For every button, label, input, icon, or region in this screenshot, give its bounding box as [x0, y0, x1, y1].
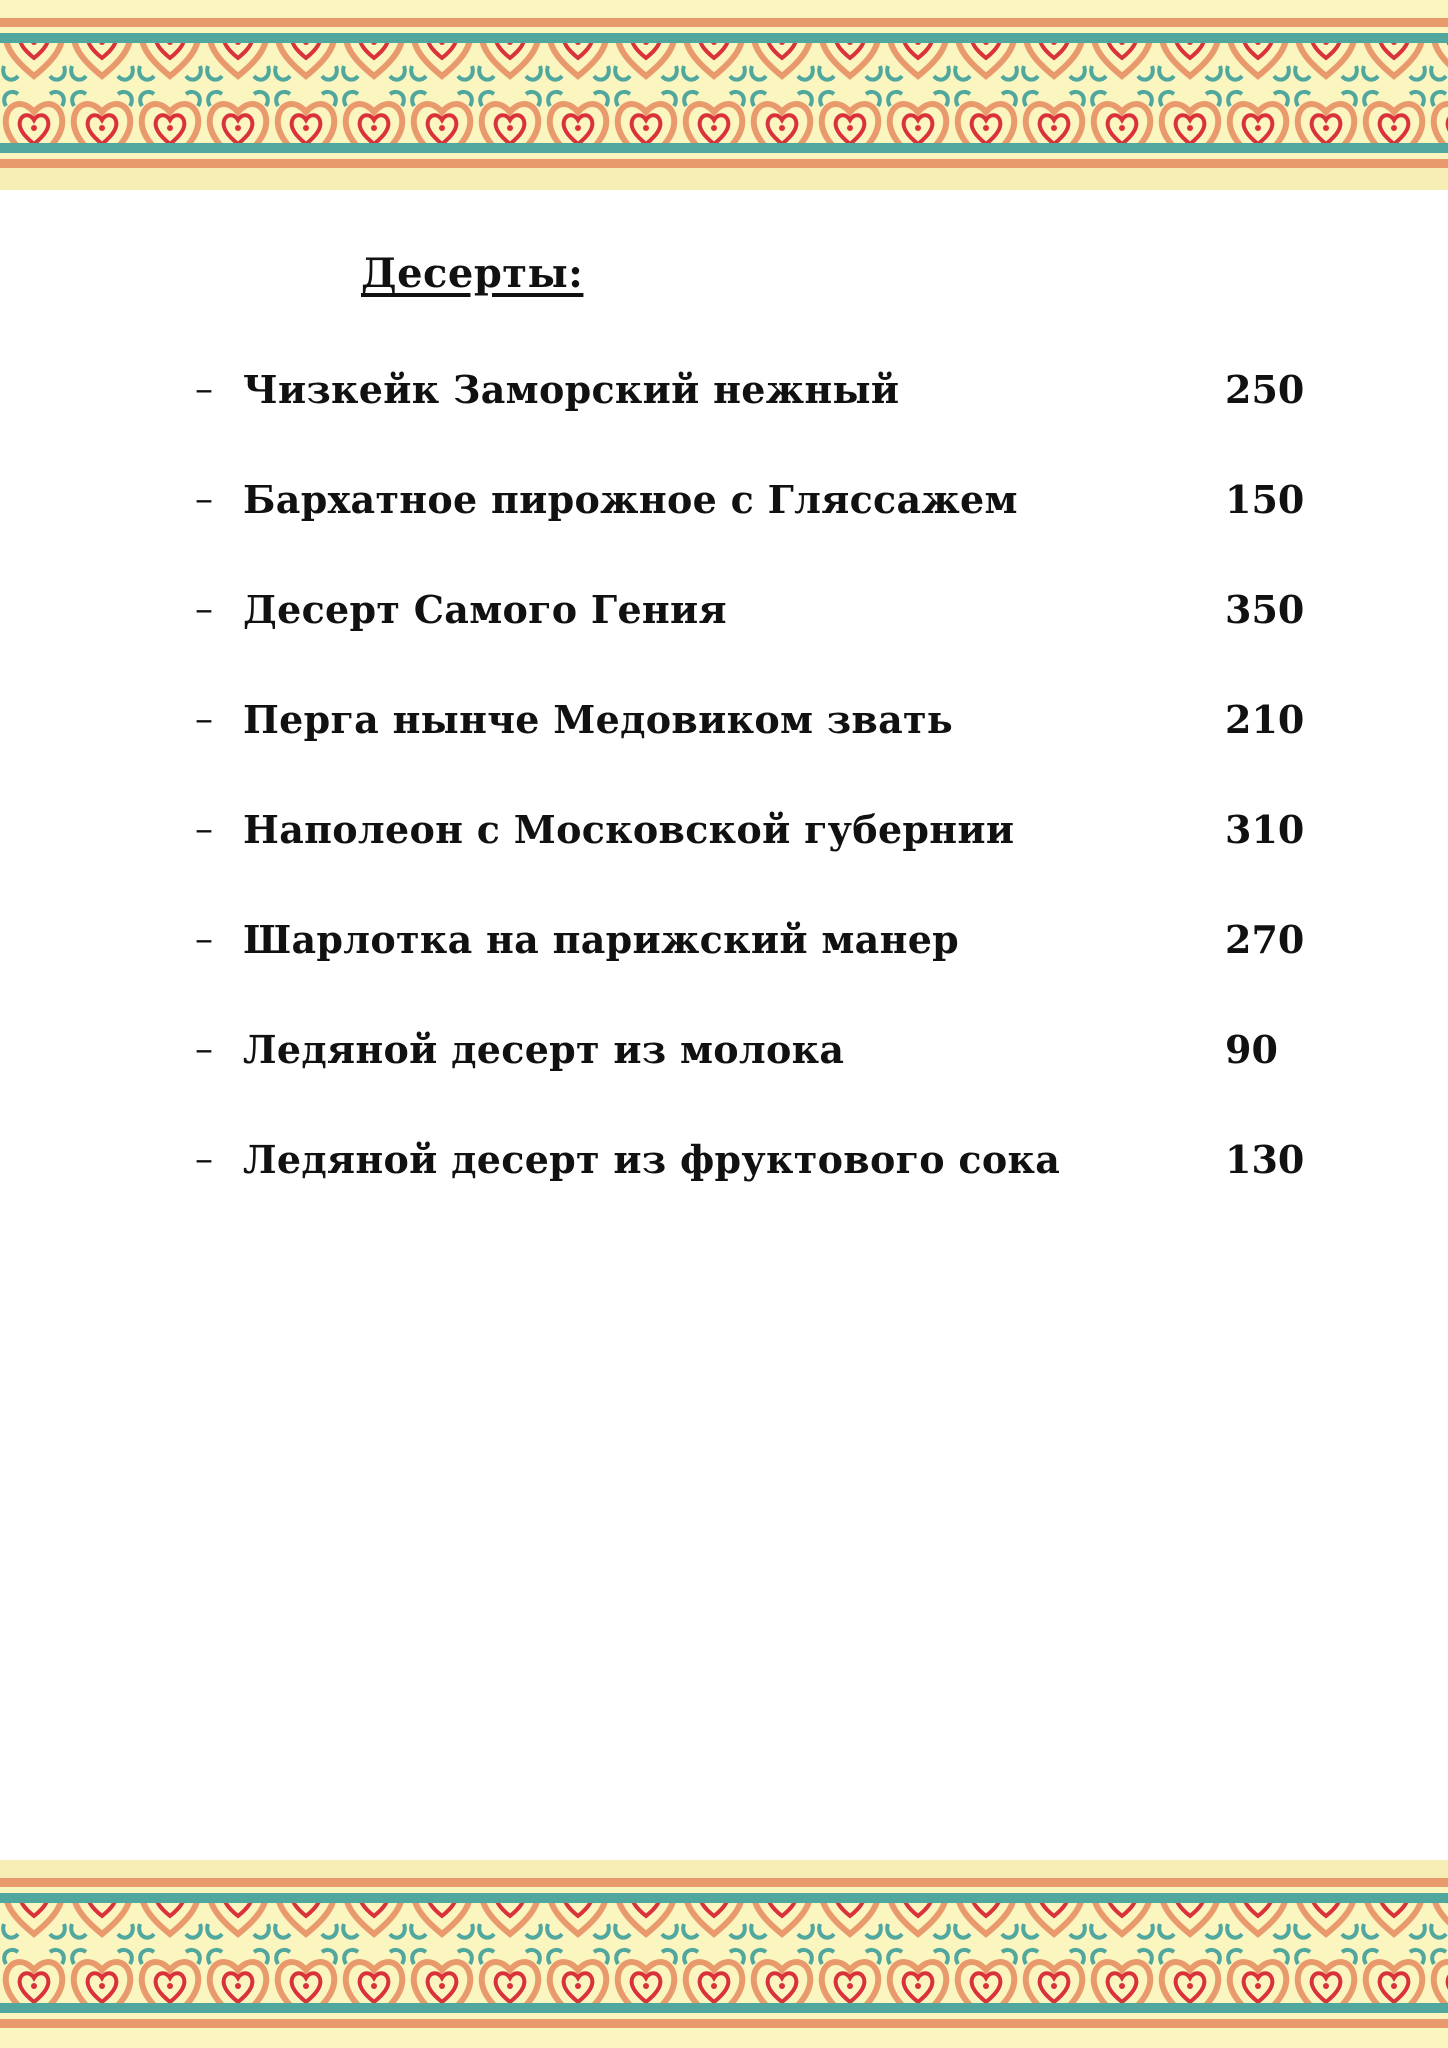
menu-item: [195, 690, 1335, 800]
item-dash: –: [195, 1139, 213, 1180]
dish-name: Чизкейк Заморский нежный: [243, 367, 900, 412]
menu-item: [195, 910, 1335, 1020]
dish-name: Наполеон с Московской губернии: [243, 807, 1015, 852]
dish-price: 270: [1225, 917, 1305, 962]
dish-name: Десерт Самого Гения: [243, 587, 727, 632]
dish-price: 210: [1225, 697, 1305, 742]
item-dash: –: [195, 1029, 213, 1070]
dessert-menu-list: [195, 360, 1335, 1240]
menu-item: [195, 580, 1335, 690]
item-dash: –: [195, 479, 213, 520]
item-dash: –: [195, 699, 213, 740]
item-dash: –: [195, 369, 213, 410]
dish-price: 250: [1225, 367, 1305, 412]
menu-item: [195, 1130, 1335, 1240]
top-ornamental-border: [0, 0, 1448, 195]
menu-item: [195, 360, 1335, 470]
item-dash: –: [195, 589, 213, 630]
dish-price: 130: [1225, 1137, 1305, 1182]
dish-name: Бархатное пирожное с Гляссажем: [243, 477, 1018, 522]
item-dash: –: [195, 809, 213, 850]
dish-price: 150: [1225, 477, 1305, 522]
menu-item: [195, 470, 1335, 580]
bottom-ornamental-border: [0, 1858, 1448, 2048]
dish-price: 350: [1225, 587, 1305, 632]
dish-price: 310: [1225, 807, 1305, 852]
section-heading: Десерты:: [361, 250, 584, 297]
dish-name: Перга нынче Медовиком звать: [243, 697, 953, 742]
dish-price: 90: [1225, 1027, 1278, 1072]
menu-item: [195, 1020, 1335, 1130]
dish-name: Ледяной десерт из молока: [243, 1027, 845, 1072]
dish-name: Шарлотка на парижский манер: [243, 917, 960, 962]
dish-name: Ледяной десерт из фруктового сока: [243, 1137, 1061, 1182]
item-dash: –: [195, 919, 213, 960]
menu-item: [195, 800, 1335, 910]
